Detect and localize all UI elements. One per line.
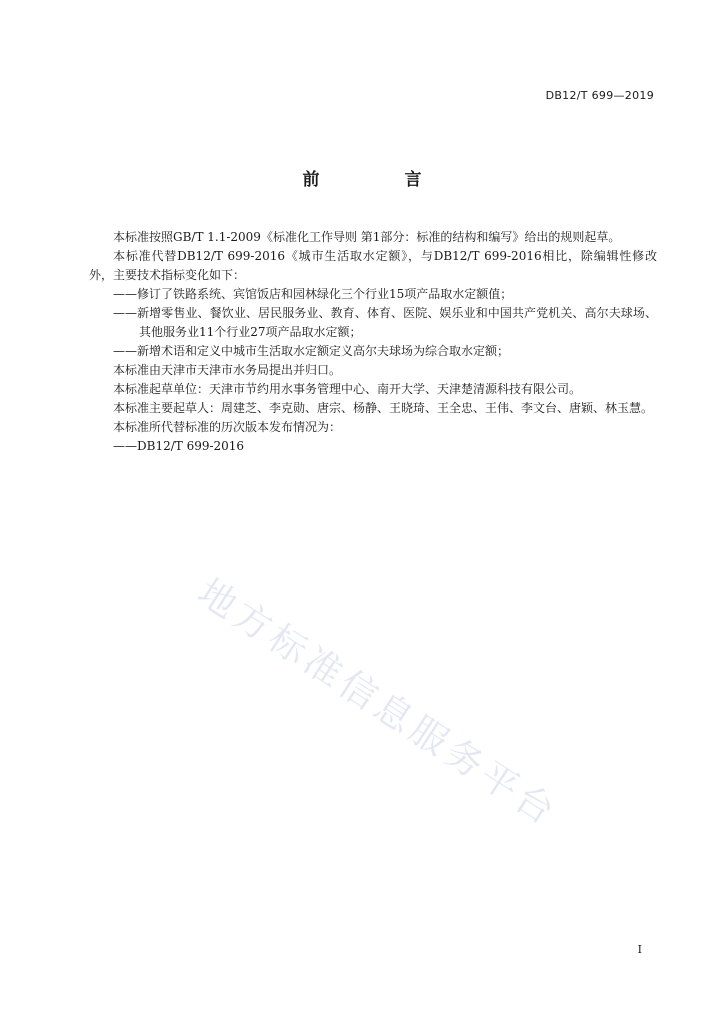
paragraph: 本标准起草单位：天津市节约用水事务管理中心、南开大学、天津楚清源科技有限公司。	[113, 382, 582, 396]
paragraph: 本标准按照GB/T 1.1-2009《标准化工作导则 第1部分：标准的结构和编写》给出的规则起草。	[113, 230, 621, 244]
watermark: 地方标准信息服务平台	[190, 570, 566, 836]
page-title: 前 言	[302, 170, 456, 190]
list-item: ——新增术语和定义中城市生活取水定额定义高尔夫球场为综合取水定额；	[113, 344, 510, 358]
page-number: I	[637, 943, 642, 956]
paragraph: 本标准主要起草人：周建芝、李克勋、唐宗、杨静、王晓琦、王全忠、王伟、李文台、唐颖、林玉慧。	[113, 401, 654, 415]
doc-code: DB12/T 699—2019	[545, 89, 654, 102]
paragraph: 本标准所代替标准的历次版本发布情况为：	[113, 420, 342, 434]
list-item: ——DB12/T 699-2016	[113, 439, 245, 453]
paragraph: 本标准代替DB12/T 699-2016《城市生活取水定额》，与DB12/T 699-2016相比，除编辑性修改外，主要技术指标变化如下：	[89, 249, 657, 282]
list-item: ——新增零售业、餐饮业、居民服务业、教育、体育、医院、娱乐业和中国共产党机关、高尔夫球场、其他服务业11个行业27项产品取水定额；	[113, 306, 657, 339]
body-text	[89, 228, 657, 456]
list-item: ——修订了铁路系统、宾馆饭店和园林绿化三个行业15项产品取水定额值；	[113, 287, 513, 301]
paragraph: 本标准由天津市天津市水务局提出并归口。	[113, 363, 342, 377]
